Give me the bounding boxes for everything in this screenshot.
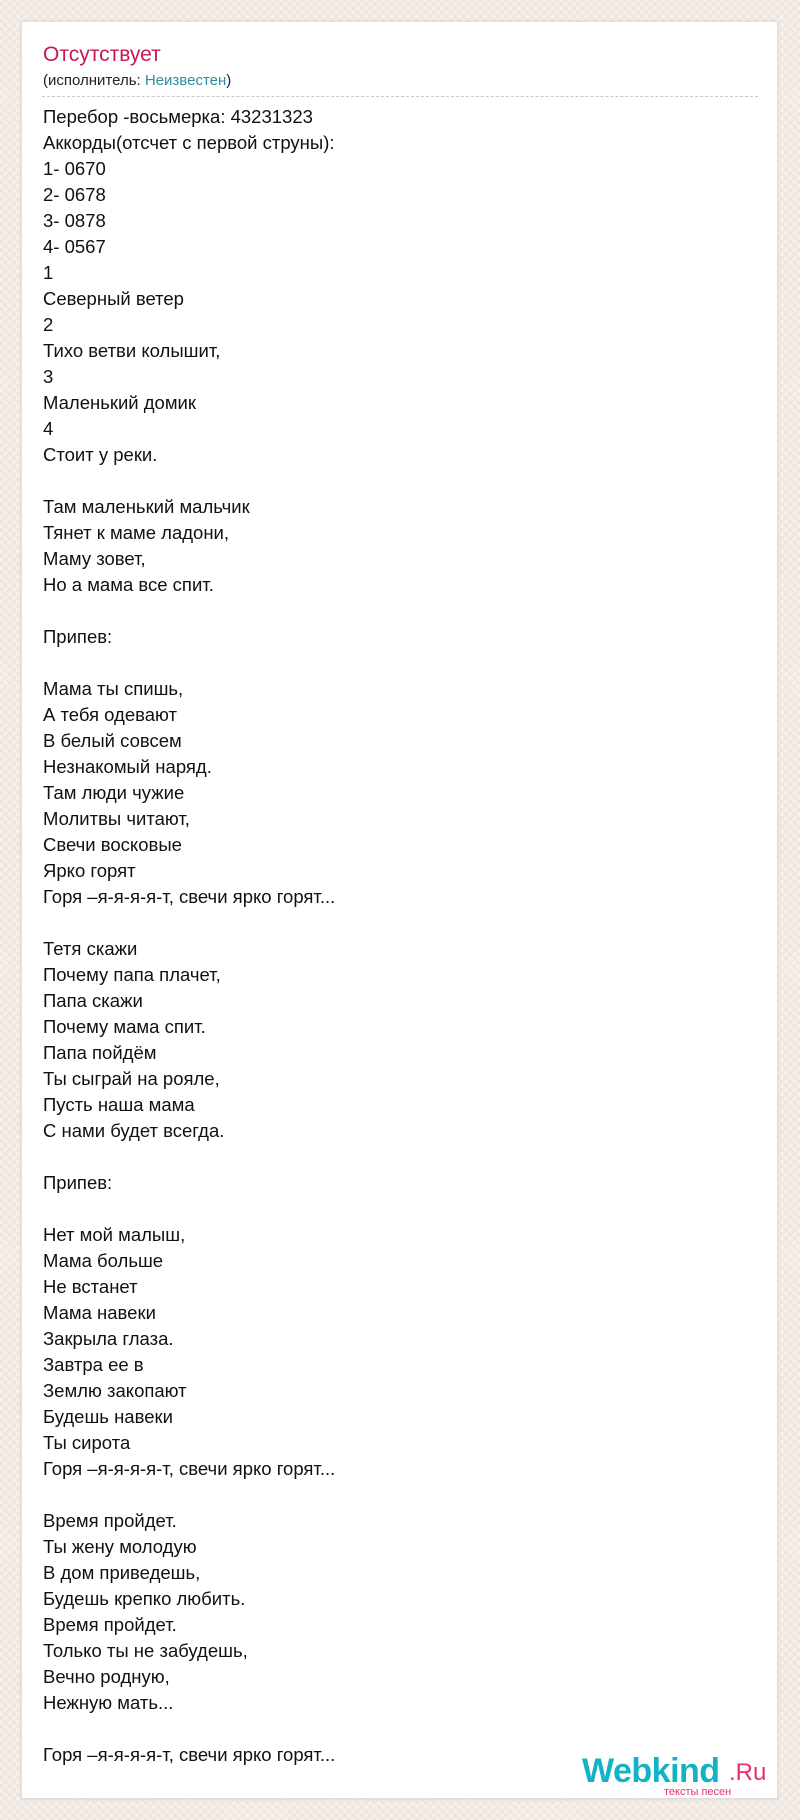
artist-line	[43, 72, 231, 90]
artist-link[interactable]: Неизвестен	[144, 72, 227, 89]
song-header	[42, 42, 758, 97]
logo-name: Webkind	[582, 1752, 720, 1790]
logo-tagline: тексты песен	[664, 1786, 732, 1798]
site-logo[interactable]	[582, 1753, 772, 1801]
artist-prefix: (исполнитель:	[43, 72, 145, 89]
song-title: Отсутствует	[43, 43, 161, 66]
artist-suffix: )	[226, 72, 232, 89]
logo-domain: .Ru	[729, 1759, 767, 1786]
lyrics-card	[21, 21, 778, 1799]
lyrics-text: Перебор -восьмерка: 43231323 Аккорды(отсчет с первой струны): 1- 0670 2- 0678 3- 0878 4- 0567 1 Северный ветер 2 Тихо ветви колышит, 3 Маленький домик 4 Стоит у реки. Там маленький мальчик Тянет к маме ладони, Маму зовет, Но а мама все спит. Припев: Мама ты спишь, А тебя одевают В белый совсем Незнакомый наряд. Там люди чужие Молитвы читают, Свечи восковые Ярко горят Горя –я-я-я-я-т, свечи ярко горят... Тетя скажи Почему папа плачет, Папа скажи Почему мама спит. Папа пойдём Ты сыграй на рояле, Пусть наша мама С нами будет всегда. Припев: Нет мой малыш, Мама больше Не встанет Мама навеки Закрыла глаза. Завтра ее в Землю закопают Будешь навеки Ты сирота Горя –я-я-я-я-т, свечи ярко горят... Время пройдет. Ты жену молодую В дом приведешь, Будешь крепко любить. Время пройдет. Только ты не забудешь, Вечно родную, Нежную мать... Горя –я-я-я-я-т, свечи ярко горят...	[43, 106, 336, 1765]
